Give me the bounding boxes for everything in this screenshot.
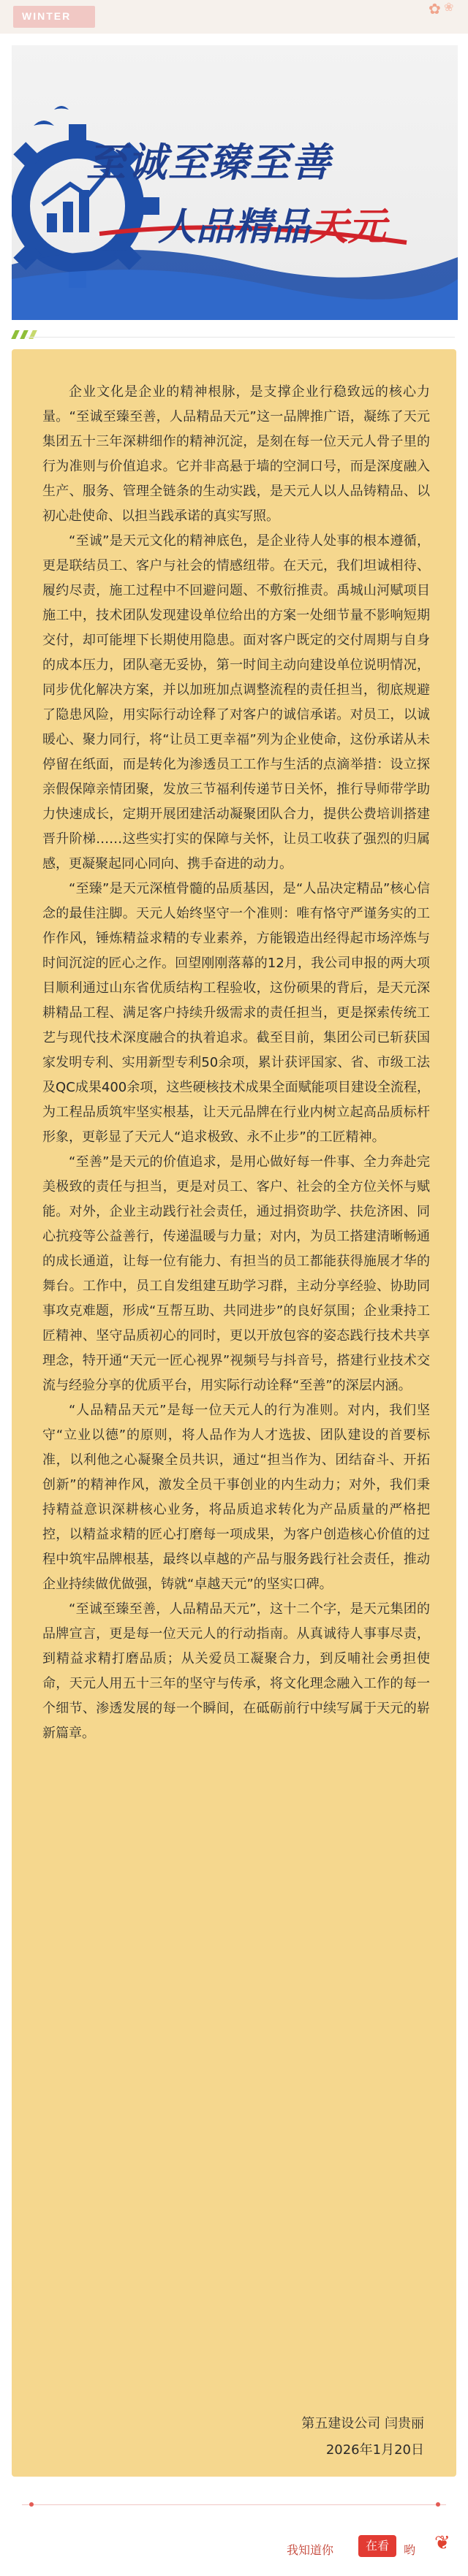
paragraph: “至诚至臻至善，人品精品天元”，这十二个字，是天元集团的品牌宣言，更是每一位天元人的行动指南。从真诚待人事事尽责，到精益求精打磨品质；从关爱员工凝聚合力，到反哺社会勇担使命，天元人用五十三年的坚守与传承，将文化理念融入工作的每一个细节、渗透发展的每一个瞬间，在砥砺前行中续写属于天元的崭新篇章。 — [42, 1601, 430, 1741]
top-decoration-strip — [0, 0, 468, 34]
footer-prefix: 我知道你 — [287, 2543, 334, 2557]
banner-slogan-line1: 至诚至臻至善 — [86, 140, 332, 186]
flower-icon: ✿ — [429, 0, 441, 18]
section-divider — [13, 330, 86, 339]
paragraph: 企业文化是企业的精神根脉，是支撑企业行稳致远的核心力量。“至诚至臻至善，人品精品天元”这一品牌推广语，凝练了天元集团五十三年深耕细作的精神沉淀，是刻在每一位天元人骨子里的行为准则与价值追求。它并非高悬于墙的空洞口号，而是深度融入生产、服务、管理全链条的生动实践，是天元人以人品铸精品、以初心赴使命、以担当践承诺的真实写照。 — [42, 384, 430, 524]
banner-slogan-part2: 天元 — [310, 205, 387, 249]
hero-banner — [12, 45, 458, 320]
divider-line — [26, 337, 455, 338]
season-tag-label: WINTER — [22, 10, 72, 22]
paragraph: “至臻”是天元深植骨髓的品质基因，是“人品决定精品”核心信念的最佳注脚。天元人始终坚守一个准则：唯有恪守严谨务实的工作作风，锤炼精益求精的专业素养，方能锻造出经得起市场淬炼与时间沉淀的匠心之作。回望刚刚落幕的12月，我公司申报的两大项目顺利通过山东省优质结构工程验收，这份硕果的背后，是天元深耕精品工程、满足客户持续升级需求的责任担当，更是探索传统工艺与现代技术深度融合的执着追求。截至目前，集团公司已斩获国家发明专利、实用新型专利50余项，累计获评国家、省、市级工法及QC成果400余项，这些硬核技术成果全面赋能项目建设全流程，为工程品质筑牢坚实根基，让天元品牌在行业内树立起高品质标杆形象，更彰显了天元人“追求极致、永不止步”的工匠精神。 — [42, 881, 430, 1145]
signature-block — [301, 2411, 424, 2463]
date-line: 2026年1月20日 — [325, 2442, 424, 2458]
author-line: 第五建设公司 闫贵丽 — [301, 2416, 424, 2431]
banner-slogan-part1: 人品精品 — [158, 205, 311, 249]
footer-divider — [22, 2504, 446, 2505]
footer-suffix: 哟 — [404, 2543, 416, 2557]
watching-button[interactable]: 在看 — [358, 2535, 396, 2557]
paragraph: “人品精品天元”是每一位天元人的行为准则。对内，我们坚守“立业以德”的原则，将人品作为人才选拔、团队建设的首要标准，以利他之心凝聚全员共识，通过“担当作为、团结奋斗、开拓创新”的精神作风，激发全员干事创业的内生动力；对外，我们秉持精益意识深耕核心业务，将品质追求转化为产品质量的严格把控，以精益求精的匠心打磨每一项成果，为客户创造核心价值的过程中筑牢品牌根基，最终以卓越的产品与服务践行社会责任，推动企业持续做优做强，铸就“卓越天元”的坚实口碑。 — [42, 1403, 430, 1592]
footer-dot — [436, 2502, 440, 2507]
paragraph: “至诚”是天元文化的精神底色，是企业待人处事的根本遵循，更是联结员工、客户与社会的情感纽带。在天元，我们坦诚相待、履约尽责，施工过程中不回避问题、不敷衍推责。禹城山河赋项目施工中，技术团队发现建设单位给出的方案一处细节量不影响短期交付，却可能埋下长期使用隐患。面对客户既定的交付周期与自身的成本压力，团队毫无妥协，第一时间主动向建设单位说明情况，同步优化解决方案，并以加班加点调整流程的责任担当，彻底规避了隐患风险，用实际行动诠释了对客户的诚信承诺。对员工，以诚暖心、聚力同行，将“让员工更幸福”列为企业使命，这份承诺从未停留在纸面，而是转化为渗透员工工作与生活的点滴举措：设立探亲假保障亲情团聚，发放三节福利传递节日关怀，推行导师带学助力快速成长，定期开展团建活动凝聚团队合力，提供公费培训搭建晋升阶梯……这些实打实的保障与关怀，让员工收获了强烈的归属感，更凝聚起同心同向、携手奋进的动力。 — [42, 533, 430, 872]
paragraph: “至善”是天元的价值追求，是用心做好每一件事、全力奔赴完美极致的责任与担当，更是对员工、客户、社会的全方位关怀与赋能。对外，企业主动践行社会责任，通过捐资助学、扶危济困、同心抗疫等公益善行，传递温暖与力量；对内，为员工搭建清晰畅通的成长通道，让每一位有能力、有担当的员工都能获得施展才华的舞台。工作中，员工自发组建互助学习群，主动分享经验、协助同事攻克难题，形成“互帮互助、共同进步”的良好氛围；企业秉持工匠精神、坚守品质初心的同时，更以开放包容的姿态践行技术共享理念，特开通“天元一匠心视界”视频号与抖音号，搭建行业技术交流与经验分享的优质平台，用实际行动诠释“至善”的深层内涵。 — [42, 1154, 430, 1393]
maple-leaf-icon: ❦ — [434, 2532, 450, 2554]
article-body — [42, 380, 430, 1746]
footer-dot — [29, 2502, 34, 2507]
flower-icon: ❀ — [444, 0, 454, 14]
banner-slogan-line2 — [158, 196, 386, 251]
